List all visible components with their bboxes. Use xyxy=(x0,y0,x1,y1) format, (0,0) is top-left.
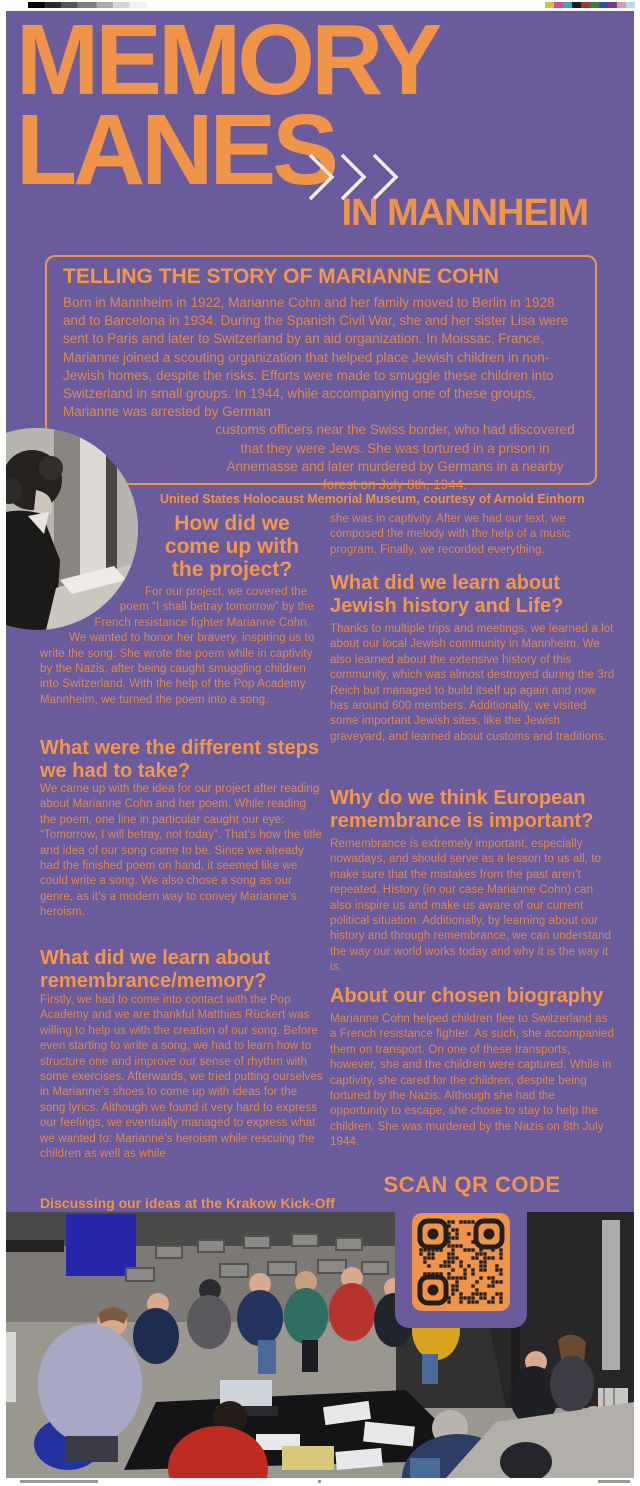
color-swatch xyxy=(626,2,635,8)
color-swatch xyxy=(581,2,590,8)
color-swatch xyxy=(608,2,617,8)
bottom-photo-caption: Discussing our ideas at the Krakow Kick-Off xyxy=(40,1195,335,1211)
color-swatch xyxy=(545,2,554,8)
heading-remembrance-memory: What did we learn about remembrance/memory? xyxy=(40,947,271,992)
poster xyxy=(6,11,634,1478)
qr-code-panel xyxy=(395,1200,527,1328)
paragraph-how-did-we-text: For our project, we covered the poem “I shall betray tomorrow” by the French resistance fighter Marianne Cohn. We wanted to honor her bravery, inspiring us to write the song. She wrote the poem while in captivity by the Nazis, after being caught smuggling children into Switzerland. With the help of the Pop Academy Mannheim, we turned the poem into a song. xyxy=(40,586,315,706)
photo-credit: United States Holocaust Memorial Museum, courtesy of Arnold Einhorn xyxy=(160,492,585,506)
poster-subtitle: IN MANNHEIM xyxy=(341,192,588,234)
story-body-wrapped: customs officers near the Swiss border, who had discovered that they were Jews. She was tortured in a prison in Annemasse and later murdered by Germans in a nearby forest on July 8th, 1944. xyxy=(215,422,575,493)
title-line-lanes: LANES xyxy=(16,94,335,206)
paragraph-remembrance-memory: Firstly, we had to come into contact with the Pop Academy and we are thankful Matthias Rückert was willing to help us with the creation of our song. Before even starting to write a song, we had to learn how to structure one and improve our sense of rhythm with some exercises. Afterwards, we tried putting ourselves in Marianne’s shoes to come up with ideas for the song lyrics. Although we found it very hard to express our feelings, we eventually managed to express what we wanted to: Marianne’s heroism while rescuing the children as well as while xyxy=(40,994,323,1161)
qr-code xyxy=(412,1213,510,1311)
paragraph-european-remembrance: Remembrance is extremely important, especially nowadays, and should serve as a lesson to us all, to make sure that the mistakes from the past aren’t repeated. History (in our case Marianne Cohn) can also inspire us and make us aware of our current political situation. Additionally, by learning about our history and through remembrance, we can understand the way our world works today and why it is the way it is. xyxy=(330,838,612,974)
color-swatch xyxy=(554,2,563,8)
color-swatch xyxy=(599,2,608,8)
story-heading: TELLING THE STORY OF MARIANNE COHN xyxy=(63,265,499,288)
paragraph-continuation: she was in captivity. After we had our text, we composed the melody with the help of a music program. Finally, we recorded everything. xyxy=(330,513,571,556)
heading-how-did-we: How did we come up with the project? xyxy=(164,512,300,581)
paragraph-chosen-biography: Marianne Cohn helped children flee to Switzerland as a French resistance fighter. As such, she accompanied them on transport. On one of these transports, however, she and the children were captured. While in captivity, she cared for the children, despite being tortured by the Nazis. Although she had the opportunity to escape, she chose to stay to help the children. She was murdered by the Nazis on 8th July 1944. xyxy=(330,1013,615,1149)
bottom-print-marks xyxy=(0,1480,640,1485)
heading-steps: What were the different steps we had to take? xyxy=(40,737,319,782)
group-discussion-photo xyxy=(6,1212,634,1478)
color-swatch xyxy=(617,2,626,8)
heading-jewish-history: What did we learn about Jewish history and Life? xyxy=(330,572,564,617)
color-swatch xyxy=(563,2,572,8)
story-box xyxy=(45,255,597,493)
story-body: Born in Mannheim in 1922, Marianne Cohn and her family moved to Berlin in 1928 and to Barcelona in 1934. During the Spanish Civil War, she and her sister Lisa were sent to Paris and later to Switzerland by an aid organization. In Moissac, France, Marianne joined a scouting organization that helped place Jewish children in non-Jewish homes, despite the risks. Efforts were made to smuggle these children into Switzerland in small groups. In 1944, while accompanying one of these groups, Marianne was arrested by German xyxy=(63,295,569,420)
color-calibration-bar xyxy=(545,2,635,8)
paragraph-jewish-history: Thanks to multiple trips and meetings, we learned a lot about our local Jewish community in Mannheim. We also learned about the extensive history of this community, which was almost destroyed during the 3rd Reich but managed to build itself up again and now has around 600 members. Additionally, we visited some important Jewish sites, like the Jewish graveyard, and learned about customs and traditions. xyxy=(330,623,615,743)
title-line-memory: MEMORY xyxy=(16,11,439,116)
grayscale-calibration-bar xyxy=(28,2,146,8)
scan-qr-code-label: SCAN QR CODE xyxy=(383,1172,561,1197)
color-swatch xyxy=(572,2,581,8)
color-swatch xyxy=(590,2,599,8)
heading-european-remembrance: Why do we think European remembrance is important? xyxy=(330,787,594,832)
paragraph-steps: We came up with the idea for our project after reading about Marianne Cohn and her poem. While reading the poem, one line in particular caught our eye: “Tomorrow, I will betray, not today”. That’s how the title and idea of our song came to be. Since we already had the finished poem on hand, it seemed like we could write a song. We also chose a song as our genre, as it’s a modern way to convey Marianne’s heroism. xyxy=(40,783,322,919)
heading-chosen-biography: About our chosen biography xyxy=(330,985,604,1007)
